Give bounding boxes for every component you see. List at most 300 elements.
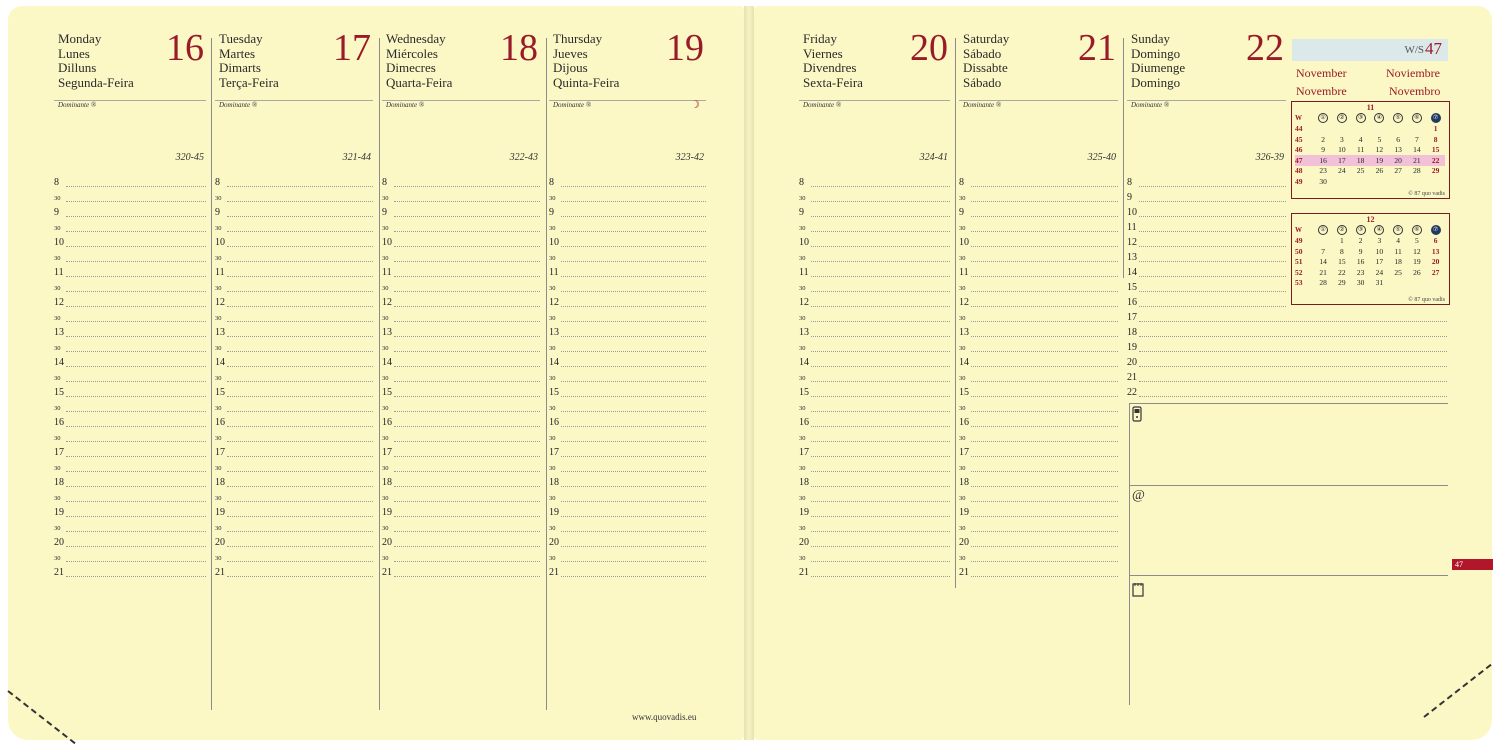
memo-notes-area[interactable] (1130, 575, 1448, 706)
date-cell: 10 (1375, 246, 1384, 256)
half-hour-row[interactable] (549, 337, 706, 352)
half-hour-row[interactable] (54, 487, 206, 502)
half-hour-row[interactable] (215, 547, 373, 562)
hour-row[interactable] (54, 322, 206, 337)
half-hour-row[interactable] (799, 187, 950, 202)
hour-row[interactable] (799, 412, 950, 427)
hour-row[interactable] (1127, 307, 1447, 322)
hour-row[interactable] (959, 262, 1118, 277)
hour-label: 21 (382, 567, 392, 578)
half-hour-row[interactable] (54, 307, 206, 322)
half-hour-row[interactable] (382, 487, 540, 502)
hour-row[interactable] (549, 322, 706, 337)
date-cell: 26 (1375, 166, 1384, 176)
hour-row[interactable] (799, 562, 950, 577)
half-hour-row[interactable] (382, 247, 540, 262)
hour-row[interactable] (799, 262, 950, 277)
hour-row[interactable] (549, 442, 706, 457)
half-hour-row[interactable] (215, 277, 373, 292)
half-hour-row[interactable] (215, 397, 373, 412)
date-cell: 4 (1358, 134, 1363, 144)
half-hour-row[interactable] (382, 307, 540, 322)
hour-label: 20 (549, 537, 559, 548)
half-hour-row[interactable] (382, 457, 540, 472)
half-hour-label: 30 (54, 315, 61, 322)
date-cell: 23 (1356, 267, 1365, 277)
hour-row[interactable] (959, 232, 1118, 247)
half-hour-label: 30 (215, 495, 222, 502)
half-hour-label: 30 (799, 345, 806, 352)
half-hour-row[interactable] (799, 517, 950, 532)
hour-row[interactable] (215, 502, 373, 517)
half-hour-row[interactable] (799, 307, 950, 322)
hour-row[interactable] (215, 412, 373, 427)
half-hour-label: 30 (382, 525, 389, 532)
hour-row[interactable] (382, 322, 540, 337)
half-hour-row[interactable] (54, 457, 206, 472)
half-hour-row[interactable] (959, 247, 1118, 262)
half-hour-label: 30 (549, 315, 556, 322)
hour-row[interactable] (382, 532, 540, 547)
date-cell (1408, 278, 1427, 289)
date-cell (1314, 124, 1333, 135)
half-hour-row[interactable] (382, 187, 540, 202)
hour-row[interactable] (54, 412, 206, 427)
hour-row[interactable] (959, 292, 1118, 307)
half-hour-row[interactable] (959, 307, 1118, 322)
hour-row[interactable] (54, 472, 206, 487)
hour-label: 19 (799, 507, 809, 518)
hour-row[interactable] (54, 442, 206, 457)
hour-row[interactable] (215, 172, 373, 187)
hour-row[interactable] (1127, 292, 1286, 307)
half-hour-row[interactable] (215, 367, 373, 382)
hour-label: 18 (54, 477, 64, 488)
half-hour-row[interactable] (215, 217, 373, 232)
half-hour-row[interactable] (382, 517, 540, 532)
half-hour-row[interactable] (549, 517, 706, 532)
hour-row[interactable] (1127, 367, 1447, 382)
hour-row[interactable] (215, 322, 373, 337)
hour-row[interactable] (54, 172, 206, 187)
day-names (803, 32, 863, 90)
half-hour-row[interactable] (799, 487, 950, 502)
hour-row[interactable] (959, 322, 1118, 337)
half-hour-row[interactable] (54, 547, 206, 562)
hour-row[interactable] (215, 472, 373, 487)
hour-label: 9 (1127, 192, 1132, 203)
hour-row[interactable] (382, 352, 540, 367)
half-hour-row[interactable] (549, 547, 706, 562)
half-hour-row[interactable] (799, 457, 950, 472)
hour-row[interactable] (54, 562, 206, 577)
calendar-week-row (1295, 145, 1445, 156)
hour-row[interactable] (54, 232, 206, 247)
hour-row[interactable] (54, 292, 206, 307)
hour-row[interactable] (799, 382, 950, 397)
hour-label: 21 (54, 567, 64, 578)
half-hour-label: 30 (215, 225, 222, 232)
half-hour-row[interactable] (799, 367, 950, 382)
weekday-header: ③ (1356, 225, 1366, 235)
hour-label: 9 (215, 207, 220, 218)
hour-row[interactable] (215, 202, 373, 217)
writing-line (811, 576, 950, 577)
dominante-label (1131, 101, 1169, 109)
half-hour-row[interactable] (54, 427, 206, 442)
half-hour-row[interactable] (215, 247, 373, 262)
day-name: Quarta-Feira (386, 74, 453, 90)
half-hour-row[interactable] (549, 307, 706, 322)
half-hour-row[interactable] (54, 397, 206, 412)
hour-label: 10 (549, 237, 559, 248)
hour-label: 21 (215, 567, 225, 578)
hour-row[interactable] (549, 562, 706, 577)
hour-row[interactable] (549, 382, 706, 397)
half-hour-row[interactable] (959, 547, 1118, 562)
date-cell: 7 (1321, 246, 1325, 256)
hour-row[interactable] (959, 472, 1118, 487)
half-hour-row[interactable] (215, 487, 373, 502)
half-hour-row[interactable] (215, 187, 373, 202)
hour-row[interactable] (1127, 352, 1447, 367)
date-cell: 15 (1338, 257, 1346, 267)
hour-row[interactable] (1127, 277, 1286, 292)
week-number-cell: 49 (1295, 176, 1303, 186)
day-name: Divendres (803, 60, 857, 75)
half-hour-label: 30 (215, 195, 222, 202)
calendar-week-row (1295, 176, 1445, 187)
hour-row[interactable] (549, 202, 706, 217)
half-hour-row[interactable] (959, 397, 1118, 412)
half-hour-label: 30 (549, 495, 556, 502)
week-number-cell: 53 (1295, 278, 1303, 288)
hour-label: 16 (382, 417, 392, 428)
hour-row[interactable] (799, 502, 950, 517)
hour-row[interactable] (959, 562, 1118, 577)
writing-line (971, 576, 1118, 577)
day-name: Saturday (963, 31, 1010, 46)
hour-label: 15 (959, 387, 969, 398)
hour-row[interactable] (549, 352, 706, 367)
date-cell: 25 (1394, 267, 1402, 277)
day-name: Dimarts (219, 60, 261, 75)
hour-row[interactable] (1127, 217, 1286, 232)
date-cell (1389, 124, 1408, 135)
half-hour-row[interactable] (959, 187, 1118, 202)
hour-row[interactable] (1127, 247, 1286, 262)
date-cell: 12 (1413, 246, 1421, 256)
hour-label: 21 (959, 567, 969, 578)
hour-row[interactable] (549, 172, 706, 187)
half-hour-row[interactable] (549, 487, 706, 502)
hour-row[interactable] (549, 502, 706, 517)
date-cell: 8 (1340, 246, 1344, 256)
day-names (553, 32, 619, 90)
half-hour-row[interactable] (382, 427, 540, 442)
hour-row[interactable] (382, 472, 540, 487)
week-number-cell: 50 (1295, 246, 1303, 256)
binding-gutter (744, 6, 754, 740)
hour-row[interactable] (959, 532, 1118, 547)
date-cell (1426, 278, 1445, 289)
dominante-label (963, 101, 1001, 109)
hour-label: 14 (1127, 267, 1137, 278)
hour-row[interactable] (215, 442, 373, 457)
half-hour-row[interactable] (549, 397, 706, 412)
half-hour-row[interactable] (382, 547, 540, 562)
date-cell: 2 (1358, 236, 1363, 246)
hour-label: 16 (215, 417, 225, 428)
half-hour-label: 30 (959, 345, 966, 352)
half-hour-row[interactable] (54, 337, 206, 352)
hour-row[interactable] (215, 232, 373, 247)
half-hour-row[interactable] (549, 217, 706, 232)
hour-row[interactable] (959, 352, 1118, 367)
hour-row[interactable] (549, 292, 706, 307)
half-hour-row[interactable] (549, 277, 706, 292)
hour-row[interactable] (215, 562, 373, 577)
half-hour-row[interactable] (54, 277, 206, 292)
date-cell: 22 (1338, 267, 1346, 277)
hour-row[interactable] (549, 412, 706, 427)
date-cell: 13 (1431, 246, 1440, 256)
hour-row[interactable] (799, 442, 950, 457)
hour-label: 9 (549, 207, 554, 218)
half-hour-row[interactable] (215, 517, 373, 532)
half-hour-row[interactable] (959, 337, 1118, 352)
hour-label: 11 (959, 267, 969, 278)
half-hour-row[interactable] (549, 187, 706, 202)
half-hour-label: 30 (799, 405, 806, 412)
hour-row[interactable] (549, 532, 706, 547)
day-of-year: 323-42 (675, 152, 704, 163)
half-hour-row[interactable] (799, 427, 950, 442)
half-hour-row[interactable] (959, 217, 1118, 232)
hour-row[interactable] (959, 172, 1118, 187)
half-hour-row[interactable] (959, 487, 1118, 502)
hour-row[interactable] (799, 322, 950, 337)
half-hour-label: 30 (382, 495, 389, 502)
half-hour-row[interactable] (549, 247, 706, 262)
half-hour-row[interactable] (799, 247, 950, 262)
hour-label: 17 (54, 447, 64, 458)
mini-calendar-november (1291, 101, 1450, 199)
day-names (219, 32, 279, 90)
date-cell: 23 (1319, 166, 1327, 176)
half-hour-row[interactable] (54, 187, 206, 202)
hour-label: 8 (959, 177, 964, 188)
date-cell: 11 (1394, 246, 1402, 256)
half-hour-row[interactable] (959, 427, 1118, 442)
hour-label: 18 (1127, 327, 1137, 338)
half-hour-row[interactable] (54, 247, 206, 262)
hour-label: 10 (382, 237, 392, 248)
hour-row[interactable] (382, 502, 540, 517)
weekday-header: ① (1318, 113, 1328, 123)
hour-row[interactable] (799, 532, 950, 547)
hour-label: 22 (1127, 387, 1137, 398)
half-hour-label: 30 (799, 465, 806, 472)
mini-calendar-grid (1295, 113, 1445, 187)
hour-label: 10 (54, 237, 64, 248)
hour-row[interactable] (549, 472, 706, 487)
hour-label: 11 (54, 267, 64, 278)
hour-label: 14 (959, 357, 969, 368)
hour-row[interactable] (215, 262, 373, 277)
registered-mark-icon: ® (1162, 101, 1170, 109)
half-hour-label: 30 (549, 225, 556, 232)
hour-row[interactable] (54, 352, 206, 367)
hour-row[interactable] (1127, 172, 1286, 187)
hour-row[interactable] (215, 352, 373, 367)
half-hour-row[interactable] (799, 397, 950, 412)
half-hour-row[interactable] (215, 427, 373, 442)
half-hour-label: 30 (382, 225, 389, 232)
half-hour-row[interactable] (382, 337, 540, 352)
hour-row[interactable] (959, 442, 1118, 457)
calendar-week-row (1295, 124, 1445, 135)
hour-row[interactable] (1127, 337, 1447, 352)
hour-row[interactable] (54, 202, 206, 217)
date-cell: 18 (1351, 155, 1370, 166)
hour-label: 16 (549, 417, 559, 428)
hour-row[interactable] (799, 292, 950, 307)
hour-row[interactable] (54, 382, 206, 397)
hour-row[interactable] (382, 232, 540, 247)
half-hour-row[interactable] (959, 277, 1118, 292)
hour-row[interactable] (1127, 202, 1286, 217)
half-hour-row[interactable] (382, 367, 540, 382)
half-hour-row[interactable] (382, 277, 540, 292)
hour-row[interactable] (54, 502, 206, 517)
hour-row[interactable] (382, 562, 540, 577)
date-cell (1408, 124, 1427, 135)
hour-label: 17 (799, 447, 809, 458)
hour-label: 15 (549, 387, 559, 398)
week-tab[interactable]: 47 (1452, 559, 1493, 570)
hour-row[interactable] (549, 232, 706, 247)
hour-label: 18 (549, 477, 559, 488)
half-hour-row[interactable] (549, 367, 706, 382)
week-number-cell: 51 (1295, 257, 1303, 267)
hour-label: 17 (382, 447, 392, 458)
hour-row[interactable] (1127, 322, 1447, 337)
date-cell: 1 (1340, 236, 1344, 246)
half-hour-row[interactable] (54, 367, 206, 382)
date-cell (1370, 124, 1389, 135)
hour-label: 17 (215, 447, 225, 458)
hour-row[interactable] (382, 202, 540, 217)
half-hour-label: 30 (215, 555, 222, 562)
half-hour-row[interactable] (382, 217, 540, 232)
hour-row[interactable] (215, 292, 373, 307)
hour-row[interactable] (1127, 187, 1286, 202)
day-of-year: 320-45 (175, 152, 204, 163)
half-hour-row[interactable] (215, 457, 373, 472)
hour-label: 21 (799, 567, 809, 578)
day-name: Sábado (963, 74, 1002, 90)
hour-row[interactable] (959, 202, 1118, 217)
date-cell (1389, 176, 1408, 187)
hour-label: 19 (382, 507, 392, 518)
half-hour-label: 30 (549, 195, 556, 202)
hour-row[interactable] (799, 172, 950, 187)
half-hour-row[interactable] (215, 307, 373, 322)
half-hour-label: 30 (215, 285, 222, 292)
hour-row[interactable] (54, 262, 206, 277)
phone-icon (1132, 406, 1142, 426)
half-hour-row[interactable] (959, 367, 1118, 382)
hour-row[interactable] (1127, 382, 1447, 397)
writing-line (394, 576, 540, 577)
date-cell (1408, 176, 1427, 187)
hour-row[interactable] (959, 382, 1118, 397)
hour-label: 8 (1127, 177, 1132, 188)
phone-notes-area[interactable] (1130, 403, 1448, 486)
date-cell: 21 (1319, 267, 1327, 277)
half-hour-label: 30 (382, 315, 389, 322)
hour-row[interactable] (959, 502, 1118, 517)
hour-row[interactable] (959, 412, 1118, 427)
hour-row[interactable] (549, 262, 706, 277)
hour-row[interactable] (382, 292, 540, 307)
half-hour-row[interactable] (799, 217, 950, 232)
hour-row[interactable] (382, 412, 540, 427)
half-hour-label: 30 (54, 435, 61, 442)
hour-row[interactable] (215, 532, 373, 547)
hour-row[interactable] (1127, 262, 1286, 277)
half-hour-row[interactable] (215, 337, 373, 352)
hour-label: 9 (382, 207, 387, 218)
half-hour-row[interactable] (54, 517, 206, 532)
half-hour-label: 30 (382, 255, 389, 262)
half-hour-label: 30 (382, 435, 389, 442)
hour-row[interactable] (799, 202, 950, 217)
hour-label: 11 (382, 267, 392, 278)
hour-row[interactable] (382, 262, 540, 277)
hour-row[interactable] (382, 442, 540, 457)
half-hour-label: 30 (959, 315, 966, 322)
half-hour-row[interactable] (54, 217, 206, 232)
half-hour-row[interactable] (382, 397, 540, 412)
hour-row[interactable] (799, 352, 950, 367)
hour-label: 11 (215, 267, 225, 278)
hour-row[interactable] (382, 172, 540, 187)
half-hour-row[interactable] (959, 517, 1118, 532)
half-hour-row[interactable] (959, 457, 1118, 472)
hour-row[interactable] (215, 382, 373, 397)
hour-label: 16 (799, 417, 809, 428)
email-notes-area[interactable] (1130, 485, 1448, 576)
hour-row[interactable] (799, 472, 950, 487)
half-hour-row[interactable] (799, 277, 950, 292)
half-hour-row[interactable] (549, 457, 706, 472)
hour-row[interactable] (799, 232, 950, 247)
hour-row[interactable] (1127, 232, 1286, 247)
half-hour-row[interactable] (549, 427, 706, 442)
half-hour-row[interactable] (799, 337, 950, 352)
half-hour-row[interactable] (799, 547, 950, 562)
half-hour-label: 30 (54, 255, 61, 262)
half-hour-label: 30 (54, 225, 61, 232)
hour-label: 12 (382, 297, 392, 308)
hour-label: 19 (959, 507, 969, 518)
dominante-text: Dominante (553, 101, 585, 109)
day-number: 21 (1078, 27, 1116, 69)
hour-row[interactable] (54, 532, 206, 547)
hour-row[interactable] (382, 382, 540, 397)
